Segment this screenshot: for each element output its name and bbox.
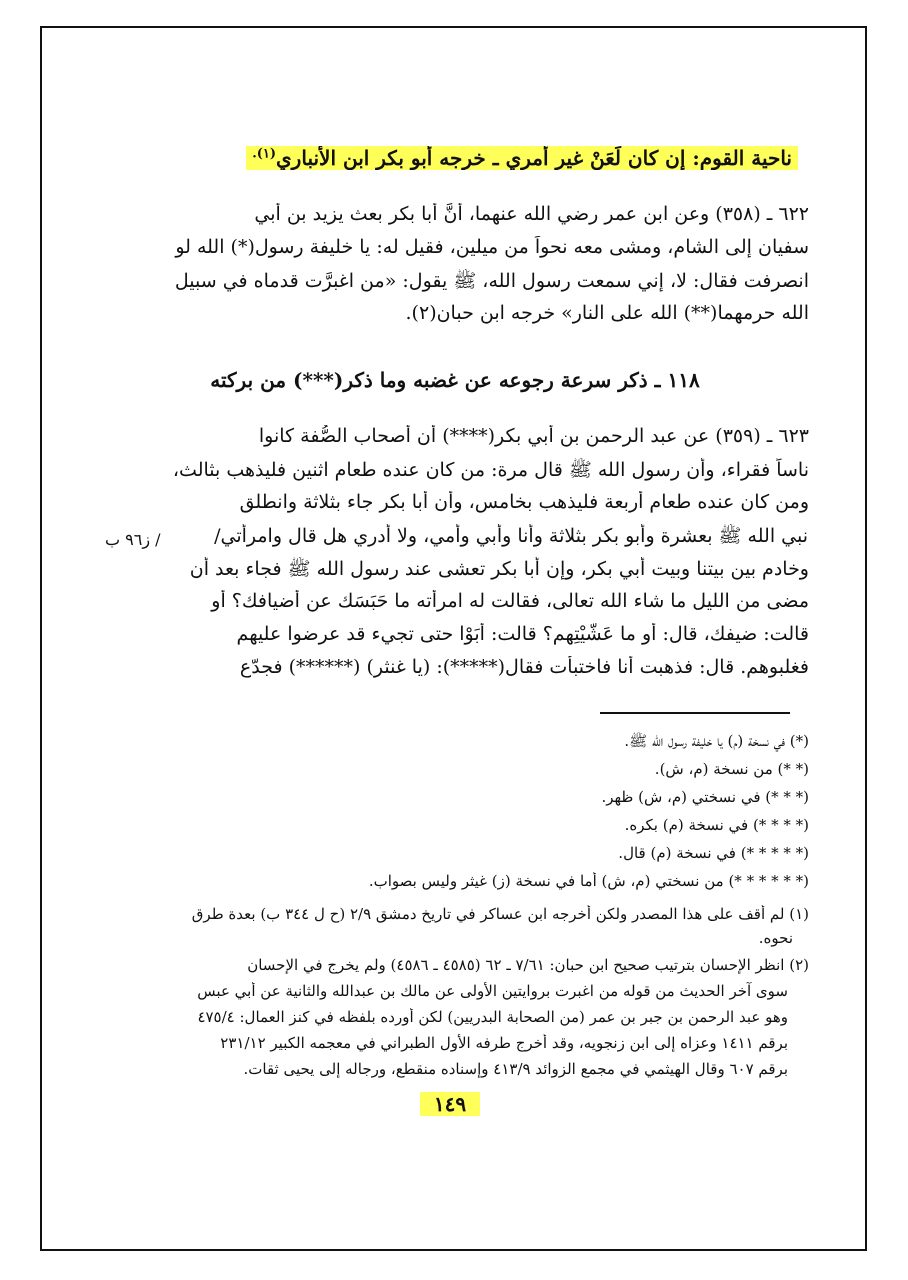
- footnote-line: وهو عبد الرحمن بن جبر بن عمر (من الصحابة البدريين) لكن أورده بلفظه في كنز العمال: ٤٧٥/٤: [197, 1008, 788, 1026]
- section-heading: ١١٨ ـ ذكر سرعة رجوعه عن غضبه وما ذكر(***) من بركته: [210, 368, 700, 392]
- variant-note: (*) في نسخة (م) يا خليفة رسول الله ﷺ.: [624, 732, 809, 750]
- variant-note: (* * * * *) في نسخة (م) قال.: [618, 844, 809, 862]
- top-line-footnote-ref: (١).: [252, 146, 277, 162]
- paragraph-623-line: نبي الله ﷺ بعشرة وأبو بكر بثلاثة وأنا وأبي وأمي، ولا أدري هل قال وامرأتي/: [214, 525, 808, 547]
- footnote-line: (٢) انظر الإحسان بترتيب صحيح ابن حبان: ٧/٦١ ـ ٦٢ (٤٥٨٥ ـ ٤٥٨٦) ولم يخرج في الإحسان: [247, 956, 809, 974]
- footnote-line: سوى آخر الحديث من قوله من اغبرت بروايتين الأولى عن مالك بن عبدالله والثانية عن أبي عبس: [197, 982, 788, 1000]
- paragraph-623-line: قالت: ضيفك، قال: أو ما عَشَّيْتِهِم؟ قالت: أَبَوْا حتى تجيء قد عرضوا عليهم: [236, 623, 809, 645]
- footnote-line: برقم ٦٠٧ وقال الهيثمي في مجمع الزوائد ٤١٣/٩ وإسناده منقطع، ورجاله إلى يحيى ثقات.: [243, 1060, 788, 1078]
- page-number: ١٤٩: [420, 1092, 480, 1116]
- top-line: [108, 146, 798, 170]
- footnote-line: (١) لم أقف على هذا المصدر ولكن أخرجه ابن عساكر في تاريخ دمشق ٢/٩ (ح ل ٣٤٤ ب) بعدة طرق: [191, 905, 809, 923]
- variant-note: (* * * *) في نسخة (م) بكره.: [624, 816, 809, 834]
- paragraph-623-line: مضى من الليل ما شاء الله تعالى، فقالت له امرأته ما حَبَسَك عن أضيافك؟ أو: [211, 590, 809, 612]
- variant-note: (* * * * * *) من نسختي (م، ش) أما في نسخة (ز) غيثر وليس بصواب.: [368, 872, 809, 890]
- margin-manuscript-note: / ز٩٦ ب: [105, 530, 161, 549]
- footnote-separator: [600, 712, 790, 714]
- footnote-line: نحوه.: [758, 929, 793, 947]
- paragraph-622-line: الله حرمهما(**) الله على النار» خرجه ابن حبان(٢).: [405, 302, 809, 324]
- paragraph-623-line: ٦٢٣ ـ (٣٥٩) عن عبد الرحمن بن أبي بكر(****) أن أصحاب الصُّفة كانوا: [258, 425, 809, 447]
- footnote-line: برقم ١٤١١ وعزاه إلى ابن زنجويه، وقد أخرج طرفه الأول الطبراني في معجمه الكبير ٢٣١/١٢: [220, 1034, 788, 1052]
- paragraph-623-line: وخادم بين بيتنا وبيت أبي بكر، وإن أبا بكر تعشى عند رسول الله ﷺ فجاء بعد أن: [189, 558, 809, 580]
- top-line-text: ناحية القوم: إن كان لَعَنْ غيرِ أمري ـ خرجه أبو بكر ابن الأنباري: [276, 146, 792, 170]
- paragraph-623-line: ناساً فقراء، وأن رسول الله ﷺ قال مرة: من كان عنده طعام اثنين فليذهب بثالث،: [172, 459, 809, 481]
- paragraph-623-line: فغلبوهم. قال: فذهبت أنا فاختبأت فقال(*****): (يا غنثر) (******) فجدّع: [239, 656, 809, 678]
- paragraph-622-line: ٦٢٢ ـ (٣٥٨) وعن ابن عمر رضي الله عنهما، أنَّ أبا بكر بعث يزيد بن أبي: [254, 203, 809, 225]
- paragraph-623-line: ومن كان عنده طعام أربعة فليذهب بخامس، وأن أبا بكر جاء بثلاثة وانطلق: [239, 491, 809, 513]
- paragraph-622-line: سفيان إلى الشام، ومشى معه نحواً من ميلين، فقيل له: يا خليفة رسول(*) الله لو: [175, 236, 809, 258]
- variant-note: (* *) من نسخة (م، ش).: [654, 760, 809, 778]
- variant-note: (* * *) في نسختي (م، ش) ظهر.: [601, 788, 809, 806]
- paragraph-622-line: انصرفت فقال: لا، إني سمعت رسول الله، ﷺ يقول: «من اغبرَّت قدماه في سبيل: [174, 270, 809, 292]
